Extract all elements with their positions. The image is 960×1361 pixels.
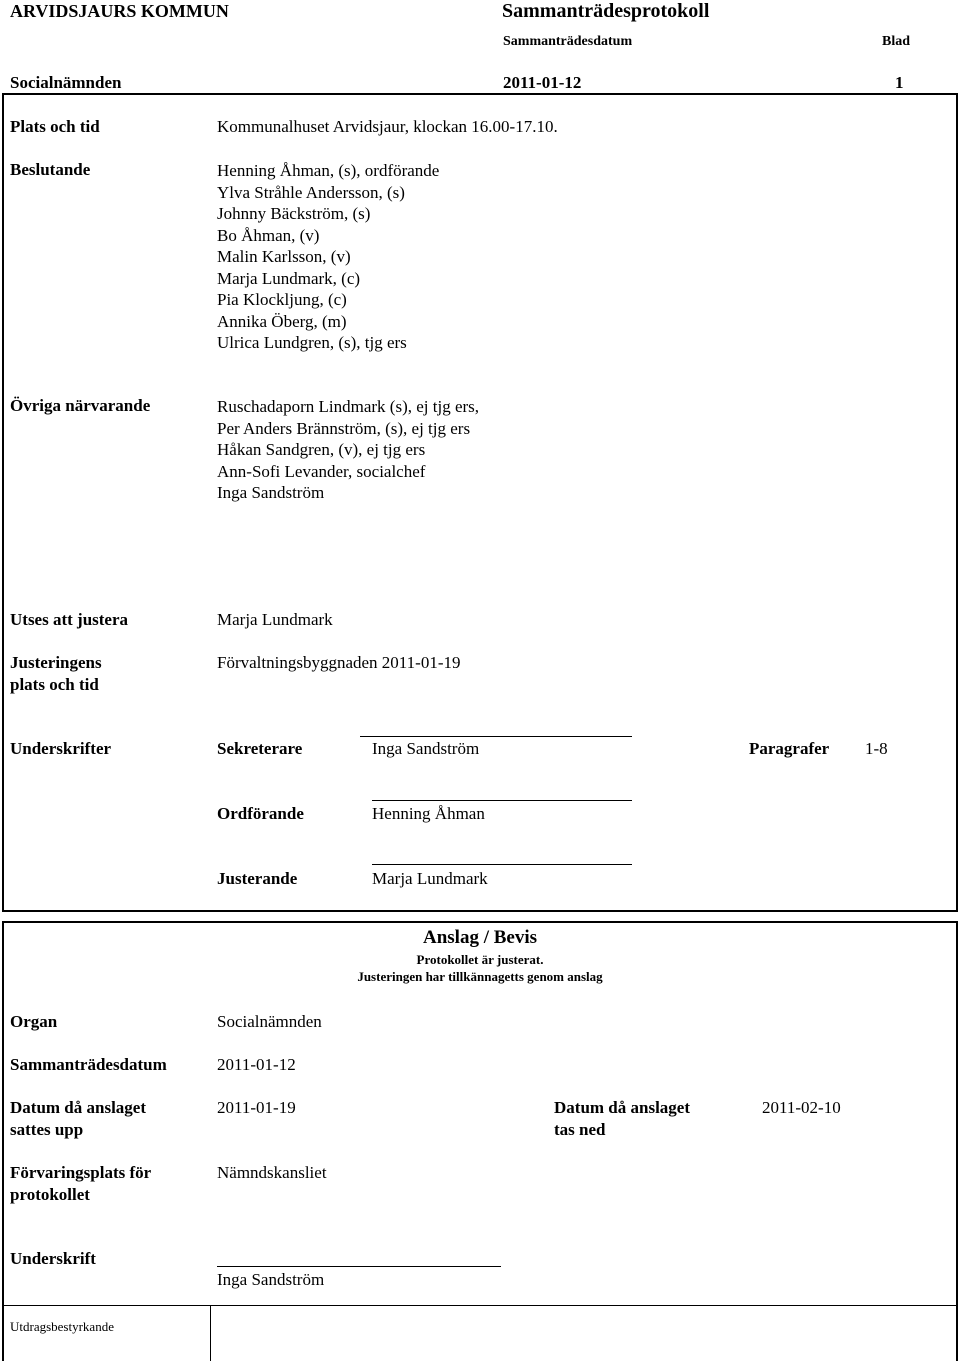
posted-value: 2011-01-19 — [217, 1098, 296, 1117]
notice-line-1: Protokollet är justerat. — [416, 952, 544, 967]
notice-signature-label: Underskrift — [10, 1249, 96, 1268]
secretary-signature-line — [360, 736, 632, 737]
removed-value: 2011-02-10 — [762, 1098, 841, 1117]
paragraphs-value: 1-8 — [865, 739, 888, 758]
notice-date-label: Sammanträdesdatum — [10, 1055, 167, 1074]
adjuster-label: Utses att justera — [10, 610, 129, 629]
page-number: 1 — [895, 73, 904, 92]
organ-value: Socialnämnden — [217, 1012, 322, 1031]
header-page-label: Blad — [882, 34, 911, 49]
footer-cell-divider — [210, 1305, 211, 1361]
protocol-box — [2, 93, 958, 912]
notice-line-2: Justeringen har tillkännagetts genom anslag — [357, 969, 603, 984]
adjust-place-label-line2: plats och tid — [10, 675, 99, 694]
paragraphs-label: Paragrafer — [749, 739, 830, 758]
adjust-place-label-line1: Justeringens — [10, 653, 102, 672]
list-item: Johnny Bäckström, (s) — [217, 204, 371, 223]
list-item: Marja Lundmark, (c) — [217, 268, 361, 288]
list-item: Henning Åhman, (s), ordförande — [217, 161, 440, 180]
list-item: Ruschadaporn Lindmark (s), ej tjg ers, — [217, 397, 480, 416]
removed-label-line2: tas ned — [554, 1120, 606, 1139]
list-item: Ulrica Lundgren, (s), tjg ers — [217, 333, 407, 352]
notice-signature-line — [217, 1266, 501, 1267]
secretary-label: Sekreterare — [217, 739, 303, 758]
chair-signature-line — [372, 800, 632, 801]
list-item: Malin Karlsson, (v) — [217, 247, 351, 266]
list-item: Ylva Stråhle Andersson, (s) — [217, 182, 405, 202]
list-item: Annika Öberg, (m) — [217, 311, 347, 331]
municipality-name: ARVIDSJAURS KOMMUN — [10, 1, 229, 21]
posted-label-line2: sattes upp — [10, 1120, 84, 1139]
storage-label-line2: protokollet — [10, 1185, 90, 1204]
footer-divider — [2, 1305, 958, 1306]
adjuster-value: Marja Lundmark — [217, 610, 333, 629]
signing-adjuster-label: Justerande — [217, 869, 298, 888]
chair-label: Ordförande — [217, 804, 304, 823]
chair-name: Henning Åhman — [372, 804, 485, 823]
removed-label-line1: Datum då anslaget — [554, 1098, 691, 1117]
place-label: Plats och tid — [10, 117, 100, 136]
secretary-name: Inga Sandström — [372, 739, 480, 758]
committee-name: Socialnämnden — [10, 73, 122, 92]
list-item: Pia Klockljung, (c) — [217, 290, 347, 309]
posted-label-line1: Datum då anslaget — [10, 1098, 147, 1117]
organ-label: Organ — [10, 1012, 58, 1031]
adjuster-signature-line — [372, 864, 632, 865]
list-item: Per Anders Brännström, (s), ej tjg ers — [217, 418, 471, 438]
extract-label: Utdragsbestyrkande — [10, 1319, 114, 1334]
signing-adjuster-name: Marja Lundmark — [372, 869, 488, 888]
header-date-label: Sammanträdesdatum — [503, 34, 633, 49]
storage-value: Nämndskansliet — [217, 1163, 327, 1182]
list-item: Håkan Sandgren, (v), ej tjg ers — [217, 440, 426, 459]
signatures-label: Underskrifter — [10, 739, 112, 758]
others-label: Övriga närvarande — [10, 396, 151, 415]
adjust-place-value: Förvaltningsbyggnaden 2011-01-19 — [217, 653, 461, 672]
notice-date-value: 2011-01-12 — [217, 1055, 296, 1074]
deciders-list — [217, 160, 439, 354]
document-type: Sammanträdesprotokoll — [502, 0, 710, 22]
others-list — [217, 396, 479, 504]
meeting-date: 2011-01-12 — [503, 73, 582, 92]
list-item: Inga Sandström — [217, 483, 325, 502]
list-item: Ann-Sofi Levander, socialchef — [217, 461, 426, 481]
notice-title: Anslag / Bevis — [422, 927, 538, 948]
list-item: Bo Åhman, (v) — [217, 225, 320, 245]
place-value: Kommunalhuset Arvidsjaur, klockan 16.00-17.10. — [217, 117, 558, 136]
storage-label-line1: Förvaringsplats för — [10, 1163, 152, 1182]
deciders-label: Beslutande — [10, 160, 91, 179]
notice-box — [2, 921, 958, 1361]
notice-signature-name: Inga Sandström — [217, 1270, 325, 1289]
